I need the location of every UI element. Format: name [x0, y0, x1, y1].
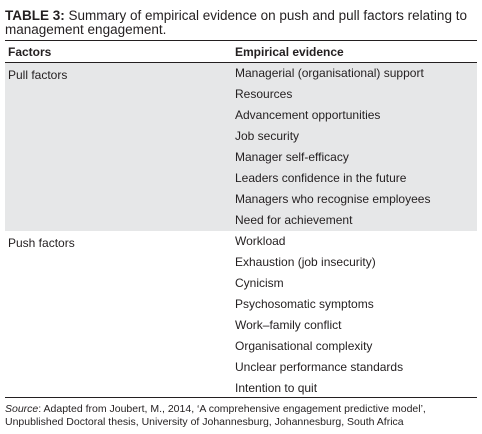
evidence-item: Workload: [235, 234, 286, 248]
table-source-note: [5, 403, 479, 429]
table-header: [5, 41, 477, 62]
evidence-item: Need for achievement: [235, 213, 353, 227]
evidence-item: Manager self-efficacy: [235, 150, 349, 164]
evidence-item: Psychosomatic symptoms: [235, 297, 374, 311]
source-label: Source: [5, 403, 39, 415]
source-text: : Adapted from Joubert, M., 2014, ‘A comprehensive engagement predictive model’, Unpublished Doctoral thesis, University of Johannesburg, Johannesburg, South Africa: [5, 403, 426, 428]
table-caption-text: Summary of empirical evidence on push and pull factors relating to management engagement.: [5, 8, 467, 37]
header-empirical-evidence: Empirical evidence: [235, 45, 344, 59]
factor-label: Pull factors: [8, 68, 68, 82]
table-caption-label: TABLE 3:: [5, 8, 65, 23]
evidence-list: [235, 231, 403, 399]
evidence-item: Managerial (organisational) support: [235, 66, 424, 80]
evidence-item: Intention to quit: [235, 381, 318, 395]
evidence-item: Unclear performance standards: [235, 360, 404, 374]
evidence-item: Work–family conflict: [235, 318, 342, 332]
evidence-item: Leaders confidence in the future: [235, 171, 407, 185]
table-caption: [5, 9, 477, 37]
evidence-item: Exhaustion (job insecurity): [235, 255, 376, 269]
table-group-pull-factors: [5, 63, 477, 231]
evidence-item: Resources: [235, 87, 293, 101]
evidence-item: Organisational complexity: [235, 339, 373, 353]
evidence-item: Advancement opportunities: [235, 108, 381, 122]
table-group-push-factors: [5, 231, 477, 397]
factor-label: Push factors: [8, 236, 75, 250]
evidence-item: Managers who recognise employees: [235, 192, 431, 206]
header-factors: Factors: [8, 45, 52, 59]
evidence-item: Cynicism: [235, 276, 284, 290]
table-bottom-rule: [5, 397, 477, 398]
evidence-list: [235, 63, 430, 231]
evidence-item: Job security: [235, 129, 300, 143]
